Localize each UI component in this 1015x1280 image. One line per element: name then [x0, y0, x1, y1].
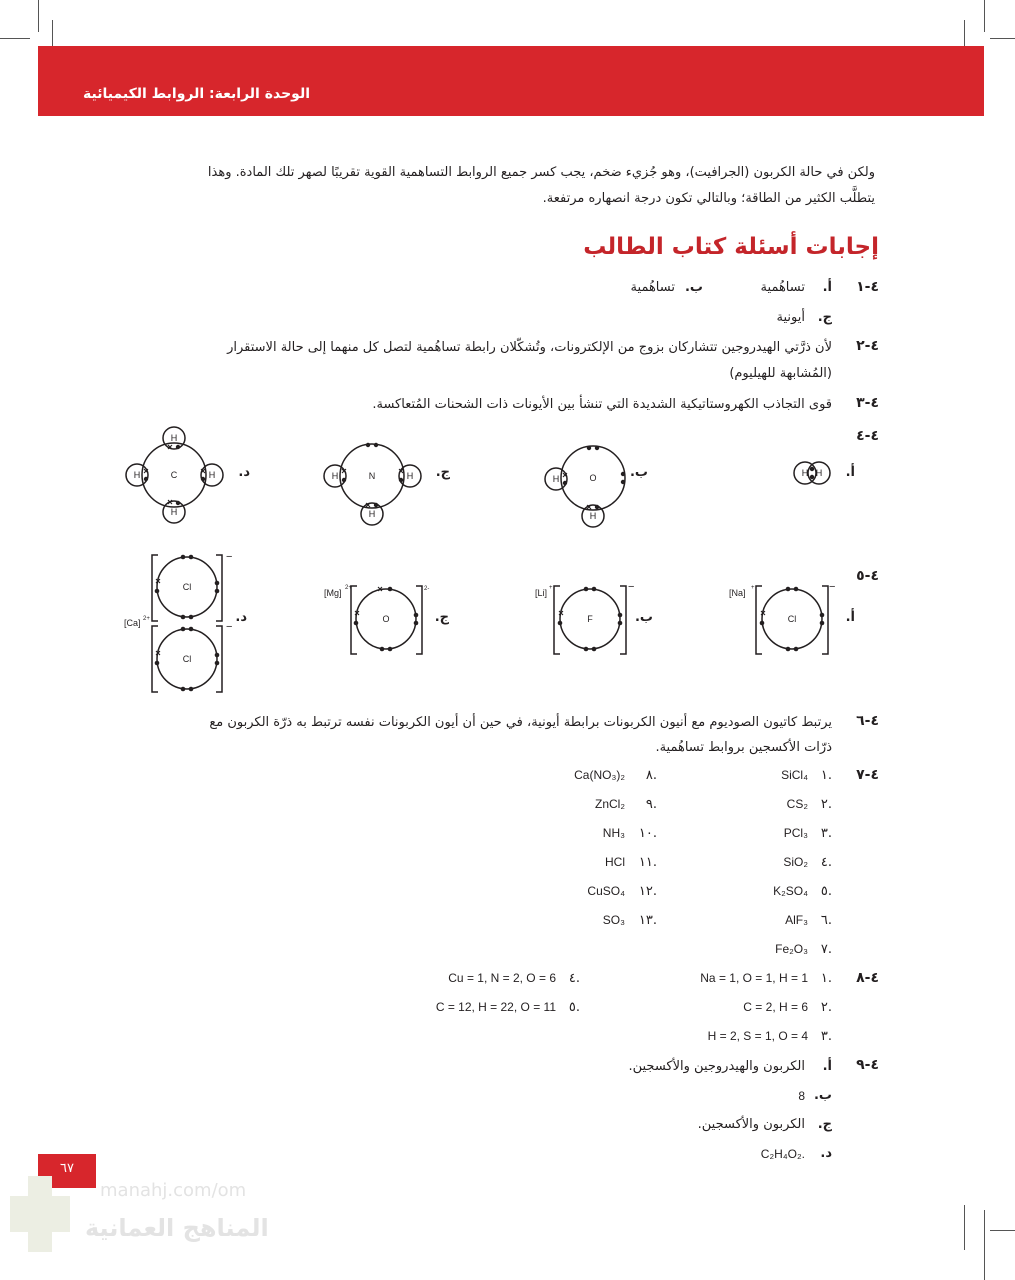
formula: K₂SO₄ — [773, 884, 808, 898]
item-number: ٥. — [568, 1000, 580, 1015]
atom-ratio: C = 12, H = 22, O = 11 — [435, 1000, 556, 1014]
formula-item — [762, 826, 832, 855]
ratio-item — [652, 971, 832, 1000]
answer-text: لأن ذرَّتي الهيدروجين تتشاركان بزوج من الإلكترونات، وتُشكّلان رابطة تساهُمية لتصل كل منهما إلى حالة الاستقرار — [227, 340, 832, 355]
electron-dot — [144, 477, 148, 481]
atom-ratio: C = 2, H = 6 — [743, 1000, 808, 1014]
electron-dot — [399, 478, 403, 482]
item-number: ٢. — [820, 1000, 832, 1015]
watermark-url: manahj.com/om — [100, 1180, 247, 1201]
intro-line-1: ولكن في حالة الكربون (الجرافيت)، وهو جُزيء ضخم، يجب كسر جميع الروابط التساهمية القوية تقريبًا لصهر تلك المادة. وهذا — [207, 165, 875, 180]
answer-label: أ. — [822, 1059, 832, 1074]
watermark-name: المناهج العمانية — [85, 1214, 269, 1242]
formula-item — [557, 797, 657, 826]
formula-item — [557, 768, 657, 797]
atom-symbol: H — [589, 511, 597, 521]
item-number: ٤. — [820, 855, 832, 870]
answer-label: ب. — [684, 280, 703, 295]
atom-symbol: H — [170, 433, 178, 443]
formula: HCl — [605, 855, 625, 869]
electron-dot — [820, 613, 825, 618]
atom-ratio: Na = 1, O = 1, H = 1 — [700, 971, 808, 985]
electron-dot — [374, 503, 378, 507]
electron-dot — [621, 480, 625, 484]
atom-symbol: H — [208, 470, 216, 480]
electron-dot — [380, 647, 385, 652]
formula-item — [762, 768, 832, 797]
ratio-item — [652, 1000, 832, 1029]
atom-symbol: Cl — [182, 582, 192, 592]
electron-dot — [621, 472, 625, 476]
formula-item — [557, 826, 657, 855]
item-number: ٢. — [820, 797, 832, 812]
electron-dot — [388, 647, 393, 652]
electron-dot — [587, 446, 591, 450]
page-number: ٦٧ — [60, 1161, 74, 1176]
electron-dot — [820, 621, 825, 626]
cation-label: [Ca] — [124, 618, 141, 628]
atom-ratio: H = 2, S = 1, O = 4 — [707, 1029, 808, 1043]
question-number: ٤-١ — [856, 279, 879, 295]
atom-symbol: H — [815, 468, 823, 478]
cation-label: [Mg] — [324, 588, 342, 598]
formula: CuSO₄ — [587, 884, 625, 898]
ion-charge: − — [226, 621, 233, 633]
electron-dot — [584, 647, 589, 652]
electron-dot — [155, 661, 160, 666]
electron-dot — [215, 661, 220, 666]
ratio-item — [652, 1029, 832, 1058]
electron-dot — [215, 589, 220, 594]
item-number: ٣. — [820, 1029, 832, 1044]
item-number: ٨. — [645, 768, 657, 783]
formula: SO₃ — [602, 913, 625, 927]
question-number: ٤-٧ — [856, 767, 879, 783]
electron-dot — [366, 443, 370, 447]
electron-dot — [558, 621, 563, 626]
formula: ZnCl₂ — [595, 797, 625, 811]
electron-dot — [181, 687, 186, 692]
question-number: ٤-٦ — [856, 713, 879, 729]
formula-item — [557, 884, 657, 913]
answer-label: ج. — [817, 1117, 832, 1132]
diagram-label: ب. — [634, 610, 653, 625]
item-number: ١. — [820, 768, 832, 783]
item-number: ٩. — [645, 797, 657, 812]
item-number: ٦. — [820, 913, 832, 928]
atom-symbol: H — [406, 471, 414, 481]
formula: Fe₂O₃ — [775, 942, 808, 956]
electron-dot — [181, 555, 186, 560]
formula-list-left — [557, 768, 657, 942]
electron-dot — [794, 587, 799, 592]
atom-symbol: H — [170, 507, 178, 517]
ion-charge: + — [751, 585, 755, 591]
answer-label: أ. — [822, 280, 832, 295]
unit-title: الوحدة الرابعة: الروابط الكيميائية — [83, 86, 310, 102]
item-number: ٣. — [820, 826, 832, 841]
electron-dot — [592, 647, 597, 652]
ion-charge: 2- — [424, 586, 430, 592]
formula-item — [762, 942, 832, 971]
answer-label: ج. — [817, 310, 832, 325]
answer-text: قوى التجاذب الكهروستاتيكية الشديدة التي تنشأ بين الأيونات ذات الشحنات المُتعاكسة. — [372, 397, 832, 412]
atom-symbol: H — [801, 468, 809, 478]
item-number: ١٣. — [638, 913, 657, 928]
question-number: ٤-٢ — [856, 338, 879, 354]
atom-symbol: F — [587, 614, 593, 624]
diagram-label: ج. — [435, 465, 450, 480]
answer-text: أيونية — [776, 310, 805, 325]
question-number: ٤-٩ — [856, 1057, 879, 1073]
electron-dot — [592, 587, 597, 592]
electron-dot — [189, 627, 194, 632]
formula-item — [762, 884, 832, 913]
electron-dot — [584, 587, 589, 592]
ratio-item — [400, 1000, 580, 1029]
answer-text: C₂H₄O₂. — [760, 1147, 805, 1161]
atom-symbol: O — [589, 473, 597, 483]
electron-dot — [354, 621, 359, 626]
atom-symbol: C — [170, 470, 178, 480]
cation-label: [Na] — [729, 588, 746, 598]
electron-dot — [618, 621, 623, 626]
atom-symbol: H — [331, 471, 339, 481]
electron-dot — [786, 587, 791, 592]
electron-dot — [810, 475, 814, 479]
item-number: ٥. — [820, 884, 832, 899]
formula-item — [762, 913, 832, 942]
electron-dot — [810, 467, 814, 471]
electron-dot — [595, 505, 599, 509]
formula-list-right — [762, 768, 832, 971]
answer-text: ذرّات الأكسجين بروابط تساهُمية. — [655, 740, 832, 755]
ratio-item — [400, 971, 580, 1000]
electron-dot — [155, 589, 160, 594]
answer-label: د. — [820, 1146, 832, 1161]
diagram-label: د. — [235, 610, 247, 625]
atom-symbol: H — [133, 470, 141, 480]
item-number: ٧. — [820, 942, 832, 957]
section-title: إجابات أسئلة كتاب الطالب — [583, 234, 879, 260]
answer-text: الكربون والهيدروجين والأكسجين. — [628, 1059, 805, 1074]
atom-symbol: H — [552, 474, 560, 484]
item-number: ١٠. — [638, 826, 657, 841]
intro-line-2: يتطلَّب الكثير من الطاقة؛ وبالتالي تكون درجة انصهاره مرتفعة. — [542, 191, 875, 206]
ion-charge: 2+ — [345, 585, 352, 591]
electron-dot — [794, 647, 799, 652]
atom-symbol: Cl — [787, 614, 797, 624]
item-number: ١. — [820, 971, 832, 986]
formula: NH₃ — [602, 826, 625, 840]
formula: CS₂ — [786, 797, 808, 811]
formula-item — [557, 855, 657, 884]
item-number: ٤. — [568, 971, 580, 986]
formula-item — [557, 913, 657, 942]
formula-item — [762, 855, 832, 884]
ion-charge: − — [628, 581, 635, 593]
electron-dot — [414, 613, 419, 618]
ion-charge: − — [226, 551, 233, 563]
answer-text: يرتبط كاتيون الصوديوم مع أنيون الكربونات برابطة أيونية، في حين أن أيون الكربونات نفسه ترتبط به ذرّة الكربون مع — [209, 715, 832, 730]
electron-dot — [374, 443, 378, 447]
diagram-label: أ. — [845, 465, 855, 480]
answer-text: الكربون والأكسجين. — [697, 1117, 805, 1132]
item-number: ١١. — [638, 855, 657, 870]
question-number: ٤-٤ — [856, 428, 879, 444]
atom-ratio: Cu = 1, N = 2, O = 6 — [448, 971, 556, 985]
answer-text: تساهُمية — [630, 280, 675, 295]
electron-dot — [215, 581, 220, 586]
electron-dot — [189, 615, 194, 620]
atom-symbol: H — [368, 509, 376, 519]
electron-dot — [388, 587, 393, 592]
ion-charge: 2+ — [143, 616, 150, 622]
electron-dot — [176, 445, 180, 449]
answer-text: 8 — [798, 1089, 805, 1103]
electron-dot — [618, 613, 623, 618]
electron-dot — [201, 477, 205, 481]
diagram-label: د. — [238, 465, 250, 480]
watermark-logo — [28, 1176, 52, 1252]
electron-dot — [760, 621, 765, 626]
atom-symbol: N — [368, 471, 376, 481]
electron-dot — [595, 446, 599, 450]
question-number: ٤-٨ — [856, 970, 879, 986]
ion-charge: − — [829, 581, 836, 593]
electron-dot — [189, 555, 194, 560]
ratio-list-right — [652, 971, 832, 1058]
electron-dot — [215, 653, 220, 658]
electron-dot — [181, 627, 186, 632]
diagram-label: ب. — [629, 465, 648, 480]
question-number: ٤-٥ — [856, 568, 879, 584]
electron-dot — [563, 481, 567, 485]
answer-label: ب. — [813, 1088, 832, 1103]
ratio-list-left — [400, 971, 580, 1029]
electron-dot — [176, 501, 180, 505]
formula: AlF₃ — [785, 913, 808, 927]
atom-symbol: O — [382, 614, 390, 624]
electron-dot — [414, 621, 419, 626]
answer-text: (المُشابهة للهيليوم) — [729, 366, 832, 381]
question-number: ٤-٣ — [856, 395, 879, 411]
diagram-label: ج. — [434, 610, 449, 625]
diagram-label: أ. — [845, 610, 855, 625]
answer-text: تساهُمية — [760, 280, 805, 295]
formula-item — [762, 797, 832, 826]
formula: PCl₃ — [783, 826, 808, 840]
formula: SiCl₄ — [781, 768, 808, 782]
electron-dot — [342, 478, 346, 482]
electron-dot — [181, 615, 186, 620]
ion-charge: + — [549, 585, 553, 591]
atom-symbol: Cl — [182, 654, 192, 664]
item-number: ١٢. — [638, 884, 657, 899]
electron-dot — [786, 647, 791, 652]
cation-label: [Li] — [535, 588, 548, 598]
formula: Ca(NO₃)₂ — [574, 768, 625, 782]
formula: SiO₂ — [783, 855, 808, 869]
electron-dot — [189, 687, 194, 692]
